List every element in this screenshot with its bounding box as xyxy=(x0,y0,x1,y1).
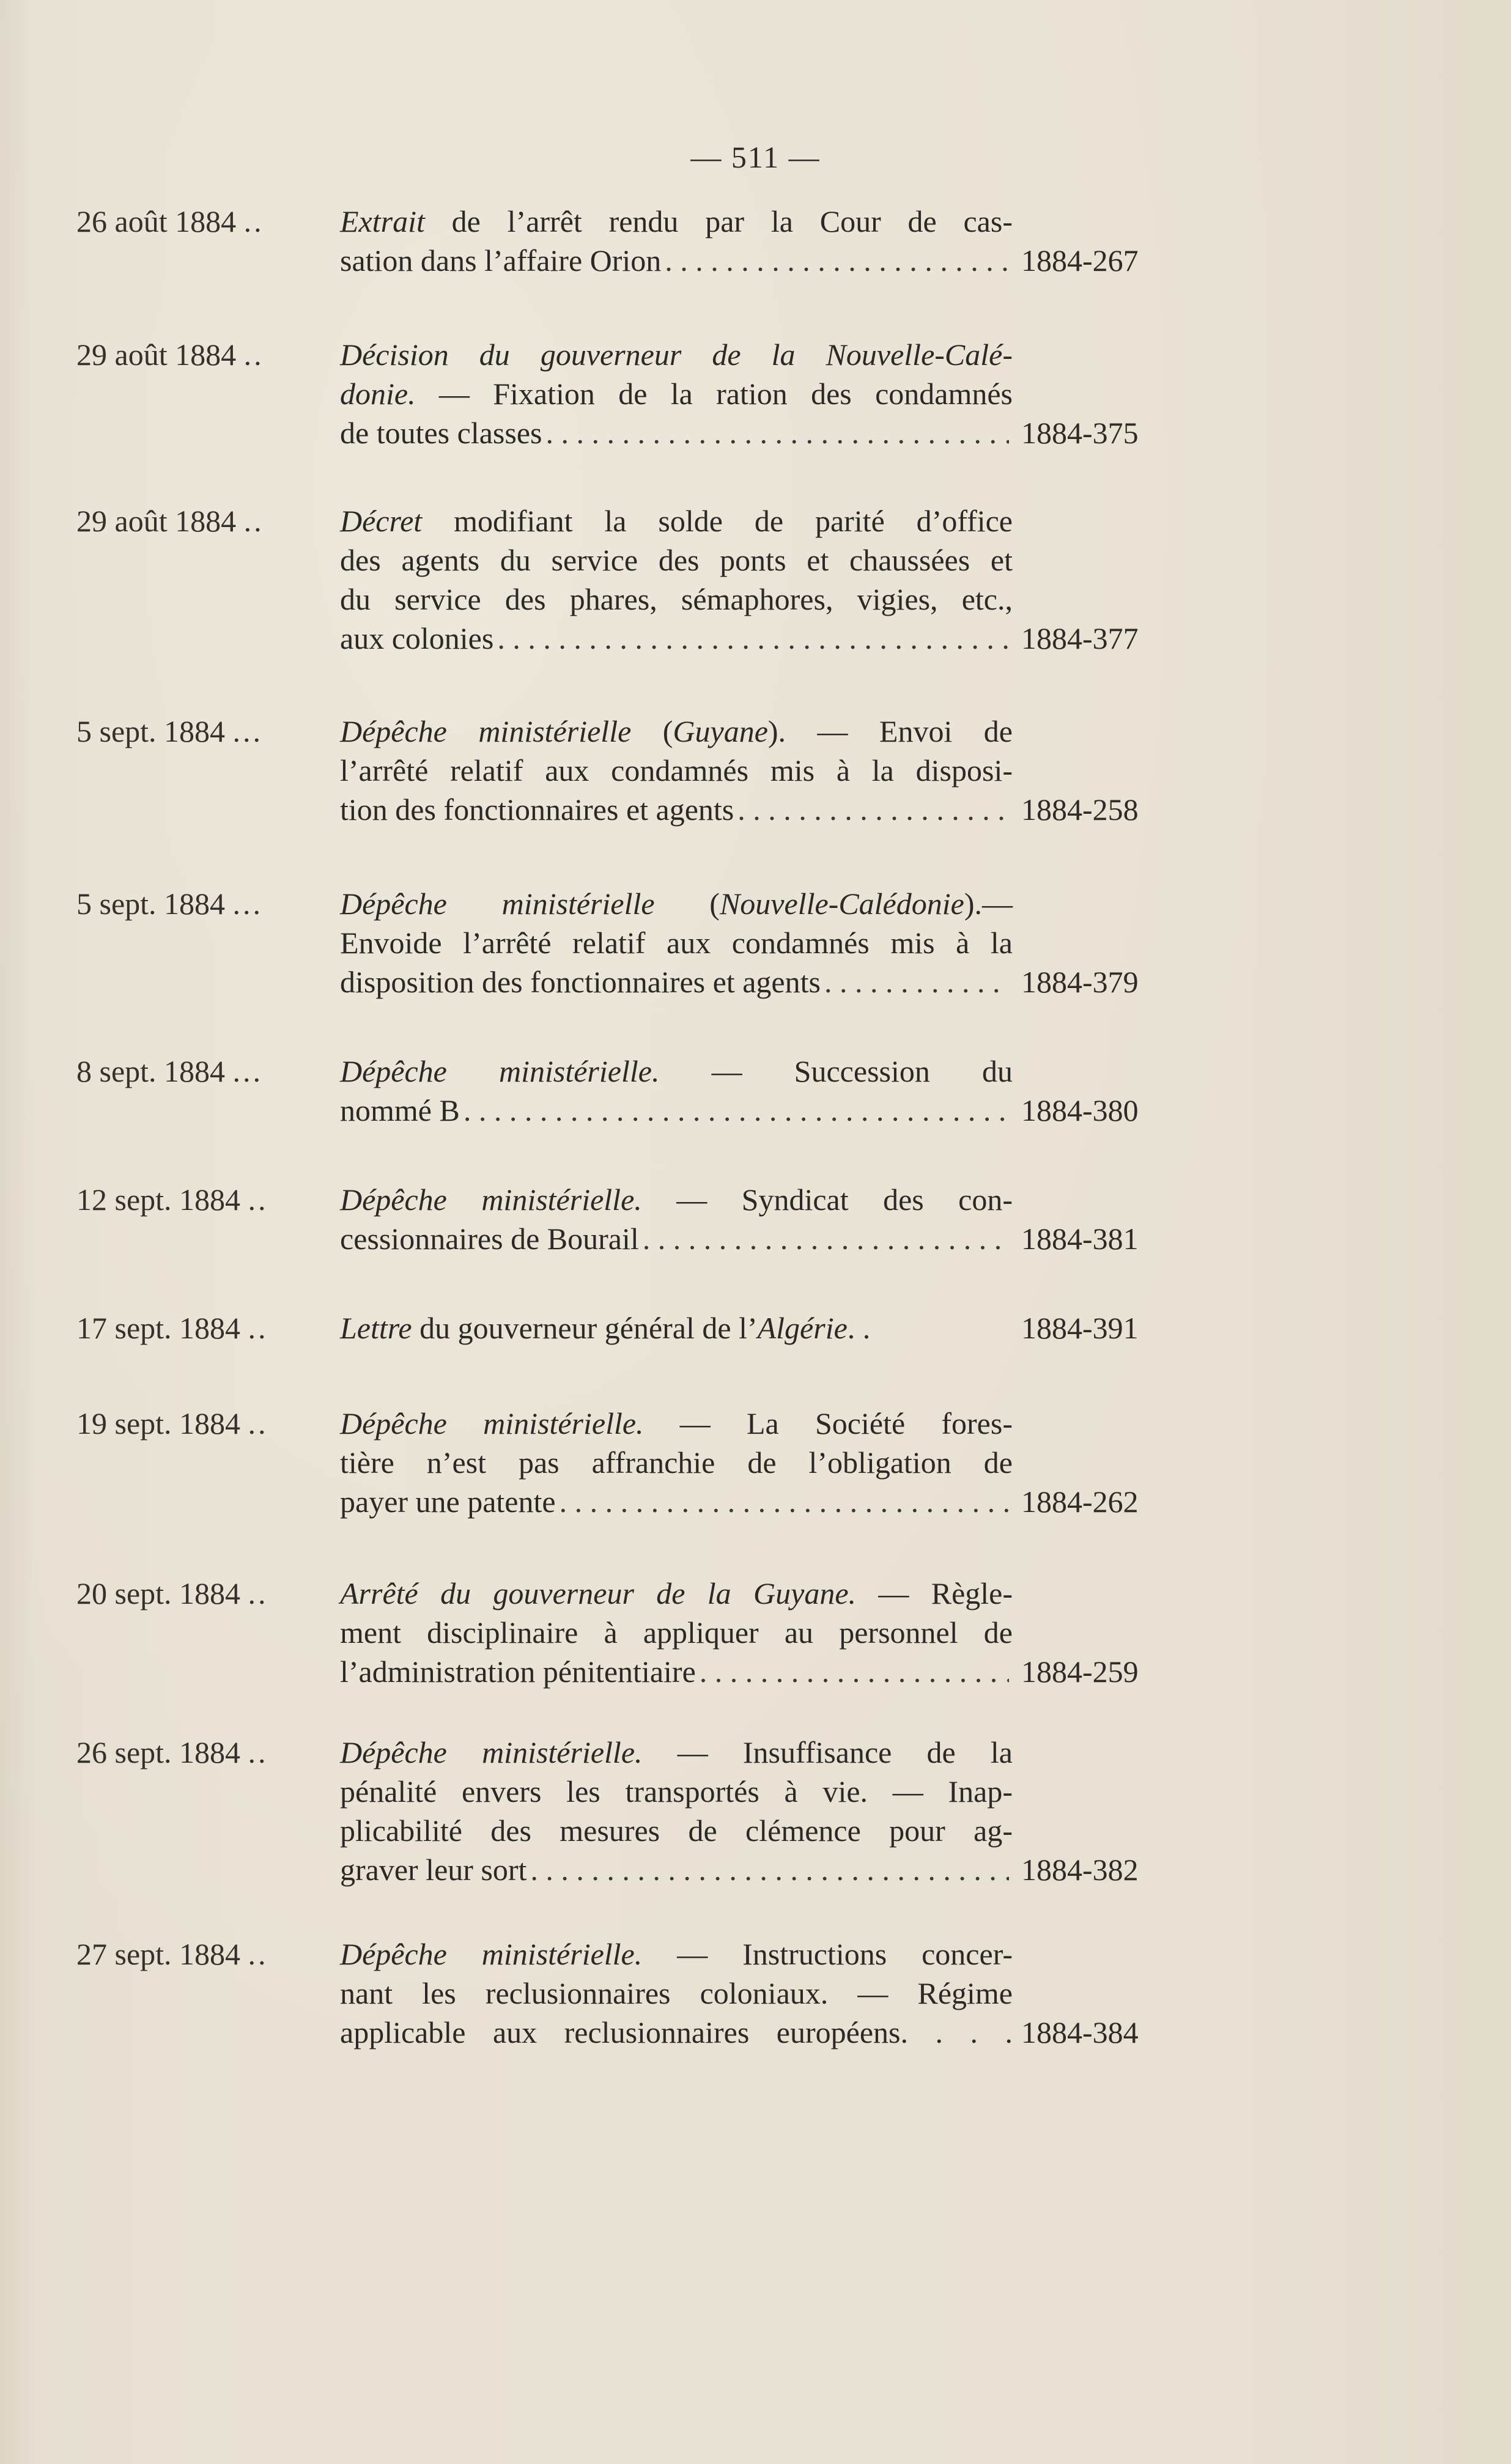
entry-description xyxy=(340,1308,1013,1348)
entry-date: 27 sept. 1884 .. xyxy=(76,1937,268,1971)
entry-date: 29 août 1884 .. xyxy=(76,338,264,372)
entry-line: sation dans l’affaire Orion . . . xyxy=(340,241,1013,280)
entry-line: tière n’est pas affranchie de l’obligation de xyxy=(340,1445,1013,1480)
entry-line: Dépêche ministérielle. — Succession du xyxy=(340,1054,1013,1088)
entry-description xyxy=(340,1733,1013,1889)
dot-leader xyxy=(560,1482,1009,1521)
entry-line: plicabilité des mesures de clémence pour ag- xyxy=(340,1813,1013,1848)
page-number: — 511 — xyxy=(690,140,821,174)
entry-reference: 1884-384 xyxy=(1021,2015,1139,2049)
dot-leader xyxy=(665,241,1009,280)
entry-line: Dépêche ministérielle. — Syndicat des con- xyxy=(340,1182,1013,1217)
entry-description xyxy=(340,1935,1013,2052)
entry-reference: 1884-382 xyxy=(1021,1853,1139,1887)
entry-line: l’administration pénitentiaire . . . xyxy=(340,1652,1013,1691)
entry-description xyxy=(340,1180,1013,1258)
entry-description xyxy=(340,335,1013,452)
entry-date: 5 sept. 1884 ... xyxy=(76,887,264,921)
entry-date: 29 août 1884 .. xyxy=(76,504,264,538)
entry-line: Dépêche ministérielle. — Instructions concer- xyxy=(340,1937,1013,1971)
entry-line: Envoide l’arrêté relatif aux condamnés mis à la xyxy=(340,926,1013,960)
entry-reference: 1884-391 xyxy=(1021,1311,1139,1345)
entry-line: Dépêche ministérielle (Guyane). — Envoi de xyxy=(340,714,1013,748)
entry-line: Lettre du gouverneur général de l’Algérie. . xyxy=(340,1311,871,1345)
dot-leader xyxy=(737,790,1009,829)
dot-leader xyxy=(643,1219,1009,1258)
entry-line: aux colonies . . . xyxy=(340,619,1013,658)
entry-line: Dépêche ministérielle (Nouvelle-Calédonie).— xyxy=(340,887,1013,921)
entry-description xyxy=(340,884,1013,1001)
entry-line: Dépêche ministérielle. — Insuffisance de la xyxy=(340,1735,1013,1769)
entry-line: donie. — Fixation de la ration des condamnés xyxy=(340,377,1013,411)
entry-line: cessionnaires de Bourail . . . xyxy=(340,1219,1013,1258)
entry-date: 26 sept. 1884 .. xyxy=(76,1735,268,1769)
dot-leader xyxy=(464,1091,1009,1130)
entry-description xyxy=(340,202,1013,280)
dot-leader xyxy=(530,1850,1009,1889)
entry-date: 5 sept. 1884 ... xyxy=(76,714,264,748)
entry-date: 17 sept. 1884 .. xyxy=(76,1311,268,1345)
entry-line: Arrêté du gouverneur de la Guyane. — Règle- xyxy=(340,1576,1013,1610)
entry-reference: 1884-377 xyxy=(1021,621,1139,655)
dot-leader xyxy=(824,962,1009,1001)
entry-date: 26 août 1884 .. xyxy=(76,204,264,238)
entry-line: ment disciplinaire à appliquer au personnel de xyxy=(340,1615,1013,1650)
dot-leader xyxy=(700,1652,1009,1691)
entry-line: l’arrêté relatif aux condamnés mis à la disposi- xyxy=(340,753,1013,788)
entry-line: pénalité envers les transportés à vie. — Inap- xyxy=(340,1774,1013,1809)
entry-line: nant les reclusionnaires coloniaux. — Régime xyxy=(340,1976,1013,2010)
entry-line: graver leur sort . . . xyxy=(340,1850,1013,1889)
entry-reference: 1884-379 xyxy=(1021,965,1139,999)
entry-description xyxy=(340,1574,1013,1691)
dot-leader xyxy=(497,619,1009,658)
entry-description xyxy=(340,712,1013,829)
entry-line: Dépêche ministérielle. — La Société fores- xyxy=(340,1406,1013,1440)
entry-line: tion des fonctionnaires et agents . . . xyxy=(340,790,1013,829)
entry-description xyxy=(340,501,1013,658)
entry-description xyxy=(340,1052,1013,1130)
entry-reference: 1884-259 xyxy=(1021,1654,1139,1689)
entry-date: 12 sept. 1884 .. xyxy=(76,1182,268,1217)
dot-leader xyxy=(545,413,1009,452)
entry-reference: 1884-267 xyxy=(1021,243,1139,278)
entry-reference: 1884-258 xyxy=(1021,792,1139,827)
entry-date: 19 sept. 1884 .. xyxy=(76,1406,268,1440)
entry-line: Décret modifiant la solde de parité d’office xyxy=(340,504,1013,538)
entry-reference: 1884-381 xyxy=(1021,1222,1139,1256)
entry-reference: 1884-375 xyxy=(1021,416,1139,450)
entry-date: 20 sept. 1884 .. xyxy=(76,1576,268,1610)
entry-line: Décision du gouverneur de la Nouvelle-Calé- xyxy=(340,338,1013,372)
entry-line: des agents du service des ponts et chaussées et xyxy=(340,543,1013,577)
entry-line: payer une patente . . . xyxy=(340,1482,1013,1521)
entry-line: Extrait de l’arrêt rendu par la Cour de cas- xyxy=(340,204,1013,238)
entry-line: nommé B . . . xyxy=(340,1091,1013,1130)
entry-date: 8 sept. 1884 ... xyxy=(76,1054,264,1088)
entry-description xyxy=(340,1404,1013,1521)
entry-reference: 1884-262 xyxy=(1021,1485,1139,1519)
entry-line: du service des phares, sémaphores, vigies, etc., xyxy=(340,582,1013,616)
entry-line: de toutes classes . . . xyxy=(340,413,1013,452)
entry-line: disposition des fonctionnaires et agents . . . xyxy=(340,962,1013,1001)
entry-line: applicable aux reclusionnaires européens. . . . xyxy=(340,2015,1013,2049)
entry-reference: 1884-380 xyxy=(1021,1093,1139,1127)
